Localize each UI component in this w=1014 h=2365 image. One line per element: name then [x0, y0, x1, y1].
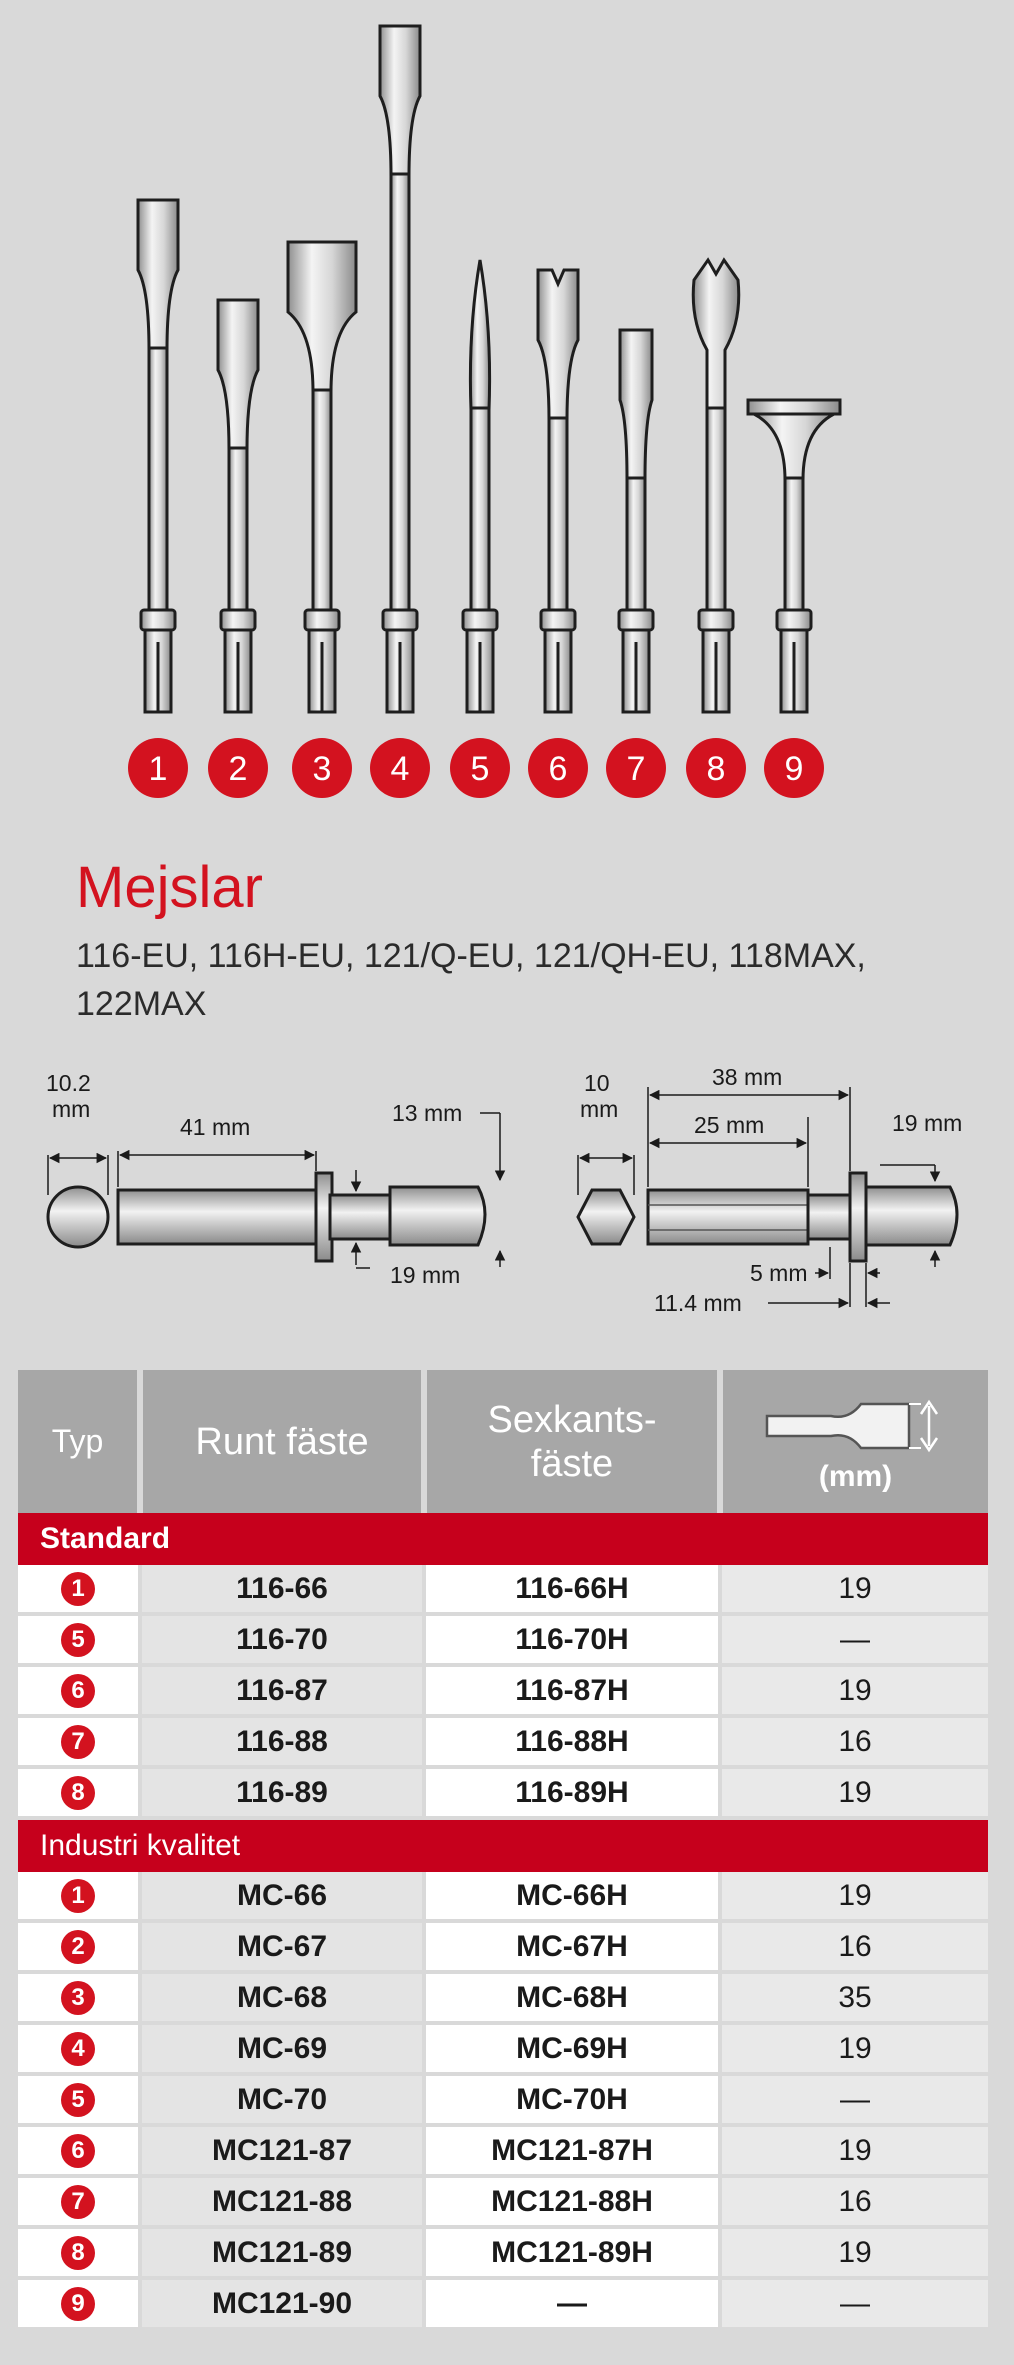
type-badge: 4	[61, 2032, 95, 2066]
chisel-8	[693, 260, 739, 712]
round-mount-cell: MC-69	[140, 2023, 424, 2074]
section-header	[18, 1818, 988, 1872]
hex-overall-length: 38 mm	[712, 1064, 783, 1090]
hex-mount-cell: 116-87H	[424, 1665, 720, 1716]
type-badge: 3	[61, 1981, 95, 2015]
round-mount-cell: MC121-87	[140, 2125, 424, 2176]
chisel-2	[218, 300, 258, 712]
type-cell	[18, 1767, 140, 1818]
table-row	[18, 2023, 988, 2074]
size-unit: (mm)	[818, 1459, 893, 1493]
table-row	[18, 1565, 988, 1614]
size-cell: —	[720, 2278, 988, 2329]
type-cell	[18, 2074, 140, 2125]
model-list: 116-EU, 116H-EU, 121/Q-EU, 121/QH-EU, 118MAX, 122MAX	[76, 937, 866, 1023]
round-mount-cell: 116-87	[140, 1665, 424, 1716]
type-cell	[18, 1565, 140, 1614]
round-mount-cell: MC121-90	[140, 2278, 424, 2329]
section-title: Industri kvalitet	[18, 1818, 988, 1872]
size-cell: —	[720, 2074, 988, 2125]
round-mount-cell: MC-70	[140, 2074, 424, 2125]
hex-small-b: 11.4 mm	[654, 1290, 742, 1316]
type-badge: 8	[61, 1776, 95, 1810]
hex-mount-cell: MC121-87H	[424, 2125, 720, 2176]
hex-header-line1: Sexkants-	[487, 1398, 657, 1441]
round-diameter-unit: mm	[52, 1096, 91, 1122]
col-round-header: Runt fäste	[140, 1370, 424, 1513]
chisel-1	[138, 200, 178, 712]
round-collar-a: 13 mm	[392, 1100, 463, 1126]
size-cell: 19	[720, 2023, 988, 2074]
table-row	[18, 1665, 988, 1716]
hex-shank-length: 25 mm	[694, 1112, 765, 1138]
type-cell	[18, 1872, 140, 1921]
callout-7	[606, 738, 666, 798]
table-row	[18, 2176, 988, 2227]
chisel-5	[463, 260, 497, 712]
hex-mount-cell: 116-66H	[424, 1565, 720, 1614]
callout-9	[764, 738, 824, 798]
section-title: Standard	[18, 1513, 988, 1565]
callout-8	[686, 738, 746, 798]
type-badge: 6	[61, 2134, 95, 2168]
callout-5	[450, 738, 510, 798]
type-badge: 5	[61, 1623, 95, 1657]
round-mount-cell: MC121-89	[140, 2227, 424, 2278]
blade-width-icon	[761, 1398, 951, 1454]
callout-4	[370, 738, 430, 798]
hex-mount-cell: 116-70H	[424, 1614, 720, 1665]
chisel-4	[380, 26, 420, 712]
round-mount-cell: 116-88	[140, 1716, 424, 1767]
chisel-3	[288, 242, 356, 712]
size-cell: 19	[720, 1665, 988, 1716]
hex-mount-cell: MC-70H	[424, 2074, 720, 2125]
callout-number: 8	[706, 750, 726, 788]
type-badge: 2	[61, 1930, 95, 1964]
size-cell: 19	[720, 1767, 988, 1818]
chisel-7	[619, 330, 653, 712]
hex-mount-cell: MC-69H	[424, 2023, 720, 2074]
hex-width-unit: mm	[580, 1096, 619, 1122]
callout-number: 6	[548, 750, 568, 788]
type-cell	[18, 1614, 140, 1665]
hex-collar: 19 mm	[892, 1110, 963, 1136]
round-mount-cell: MC121-88	[140, 2176, 424, 2227]
callout-number: 1	[148, 750, 168, 788]
callout-number: 2	[228, 750, 248, 788]
round-collar-b: 19 mm	[390, 1262, 461, 1288]
hex-mount-cell: 116-89H	[424, 1767, 720, 1818]
table-row	[18, 1614, 988, 1665]
round-mount-cell: MC-68	[140, 1972, 424, 2023]
table-row	[18, 1921, 988, 1972]
section-header	[18, 1513, 988, 1565]
hex-header-line2: fäste	[530, 1442, 614, 1485]
hex-mount-cell: MC121-89H	[424, 2227, 720, 2278]
type-cell	[18, 2023, 140, 2074]
shank-dimension-diagram	[0, 1055, 1014, 1355]
chisel-6	[538, 270, 578, 712]
callout-3	[292, 738, 352, 798]
hex-width-label: 10	[584, 1070, 610, 1096]
round-mount-cell: MC-67	[140, 1921, 424, 1972]
hex-mount-cell: MC-67H	[424, 1921, 720, 1972]
size-cell: 16	[720, 1716, 988, 1767]
type-cell	[18, 1716, 140, 1767]
type-badge: 8	[61, 2236, 95, 2270]
col-typ-header: Typ	[18, 1370, 140, 1513]
type-cell	[18, 1921, 140, 1972]
type-cell	[18, 2227, 140, 2278]
round-shank-drawing	[48, 1113, 500, 1268]
hex-mount-cell: MC-68H	[424, 1972, 720, 2023]
callout-number: 5	[470, 750, 490, 788]
size-cell: 19	[720, 1565, 988, 1614]
callout-2	[208, 738, 268, 798]
size-cell: 16	[720, 1921, 988, 1972]
table-row	[18, 2278, 988, 2329]
chisel-spec-table	[18, 1370, 988, 2331]
type-cell	[18, 1972, 140, 2023]
size-cell: 19	[720, 1872, 988, 1921]
round-diameter-label: 10.2	[46, 1070, 91, 1096]
callout-number: 4	[390, 750, 410, 788]
callout-1	[128, 738, 188, 798]
type-cell	[18, 2176, 140, 2227]
round-mount-cell: 116-70	[140, 1614, 424, 1665]
type-badge: 6	[61, 1674, 95, 1708]
round-mount-cell: MC-66	[140, 1872, 424, 1921]
page-title: Mejslar	[76, 855, 263, 920]
callout-6	[528, 738, 588, 798]
col-hex-header	[424, 1370, 720, 1513]
table-row	[18, 1972, 988, 2023]
size-cell: 19	[720, 2125, 988, 2176]
hex-mount-cell: —	[424, 2278, 720, 2329]
type-cell	[18, 1665, 140, 1716]
hex-mount-cell: 116-88H	[424, 1716, 720, 1767]
size-cell: 16	[720, 2176, 988, 2227]
type-badge: 1	[61, 1879, 95, 1913]
round-mount-cell: 116-66	[140, 1565, 424, 1614]
size-cell: 35	[720, 1972, 988, 2023]
type-cell	[18, 2278, 140, 2329]
size-cell: 19	[720, 2227, 988, 2278]
table-row	[18, 1872, 988, 1921]
round-shank-length: 41 mm	[180, 1114, 251, 1140]
table-row	[18, 1767, 988, 1818]
type-badge: 9	[61, 2287, 95, 2321]
table-row	[18, 2074, 988, 2125]
size-cell: —	[720, 1614, 988, 1665]
col-size-header	[720, 1370, 988, 1513]
hex-mount-cell: MC-66H	[424, 1872, 720, 1921]
type-cell	[18, 2125, 140, 2176]
chisel-9	[748, 400, 840, 712]
table-row	[18, 2227, 988, 2278]
hex-small-a: 5 mm	[750, 1260, 808, 1286]
type-badge: 7	[61, 1725, 95, 1759]
type-badge: 1	[61, 1572, 95, 1606]
chisel-illustration	[0, 0, 1014, 820]
callout-number: 9	[784, 750, 804, 788]
callout-number: 3	[312, 750, 332, 788]
table-row	[18, 2125, 988, 2176]
hex-mount-cell: MC121-88H	[424, 2176, 720, 2227]
type-badge: 7	[61, 2185, 95, 2219]
round-mount-cell: 116-89	[140, 1767, 424, 1818]
callout-number: 7	[626, 750, 646, 788]
type-badge: 5	[61, 2083, 95, 2117]
table-row	[18, 1716, 988, 1767]
